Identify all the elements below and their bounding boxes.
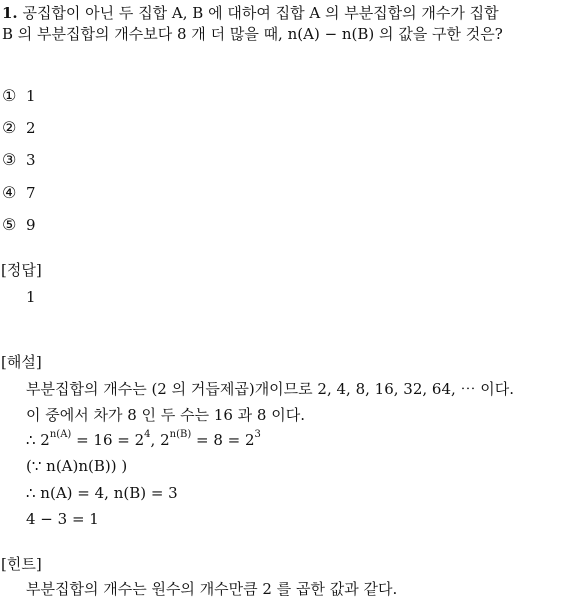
explanation-line-6: 4 − 3 = 1 — [26, 510, 99, 528]
power-exp-2: 4 — [144, 429, 151, 440]
explanation-line-3 — [26, 429, 261, 451]
explanation-line-4: (∵ n(A)n(B)) ) — [26, 457, 128, 475]
choice-3-mark: ③ — [2, 150, 17, 169]
choice-4-mark: ④ — [2, 183, 17, 202]
question-line-2 — [2, 23, 503, 45]
hint-text: 부분집합의 개수는 원수의 개수만큼 2 를 곱한 값과 같다. — [26, 580, 398, 598]
choice-2-mark: ② — [2, 118, 17, 137]
explanation-line-2: 이 중에서 차가 8 인 두 수는 16 과 8 이다. — [26, 406, 305, 424]
power-exp-1: n(A) — [49, 429, 72, 440]
choice-4[interactable] — [2, 183, 36, 203]
choice-2-value: 2 — [26, 119, 36, 137]
power-mid: = 16 = 2 — [71, 431, 145, 449]
choice-3-value: 3 — [26, 151, 36, 169]
explanation-title: [해설] — [1, 353, 42, 371]
choice-1-value: 1 — [26, 87, 36, 105]
choice-3[interactable] — [2, 150, 36, 170]
question-text-2: B 의 부분집합의 개수보다 8 개 더 많을 때, n(A) − n(B) 의 값을 구한 것은? — [2, 25, 503, 43]
choice-2[interactable] — [2, 118, 36, 138]
power-sep: , 2 — [150, 431, 170, 449]
question-text-1: 공집합이 아닌 두 집합 A, B 에 대하여 집합 A 의 부분집합의 개수가 집합 — [22, 4, 499, 22]
explanation-line-1: 부분집합의 개수는 (2 의 거듭제곱)개이므로 2, 4, 8, 16, 32, 64, ⋯ 이다. — [26, 380, 515, 398]
answer-value: 1 — [26, 288, 36, 306]
power-exp-4: 3 — [254, 429, 261, 440]
answer-title: [정답] — [1, 261, 42, 279]
power-exp-3: n(B) — [169, 429, 192, 440]
power-mid-2: = 8 = 2 — [191, 431, 255, 449]
choice-5-value: 9 — [26, 216, 36, 234]
choice-1-mark: ① — [2, 86, 17, 105]
power-prefix: ∴ 2 — [26, 431, 50, 449]
choice-5-mark: ⑤ — [2, 215, 17, 234]
hint-title: [힌트] — [1, 555, 42, 573]
choice-5[interactable] — [2, 215, 36, 235]
explanation-line-5: ∴ n(A) = 4, n(B) = 3 — [26, 484, 178, 502]
choice-1[interactable] — [2, 86, 36, 106]
question-number: 1. — [2, 4, 18, 22]
question-line-1 — [2, 2, 499, 24]
choice-4-value: 7 — [26, 184, 36, 202]
